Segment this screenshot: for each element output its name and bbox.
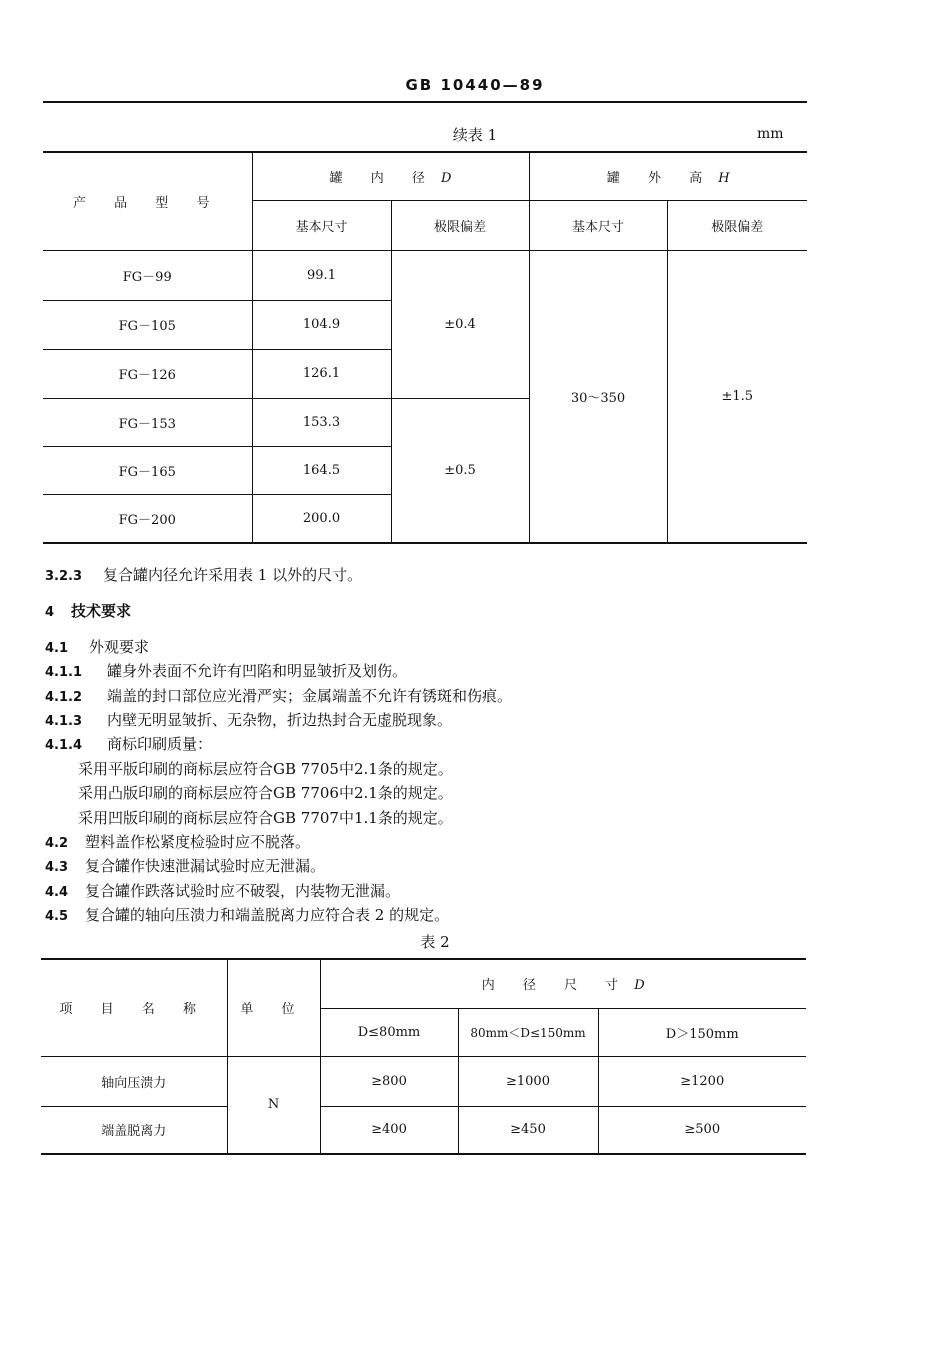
diameter-tolerance-cell: ±0.5 [391,398,529,543]
clause-4-5: 4.5 复合罐的轴向压溃力和端盖脱离力应符合表 2 的规定。 [45,906,450,924]
header-inner-diameter: 罐 内 径 D [252,152,529,200]
header-range-medium: 80mm＜D≤150mm [458,1008,598,1056]
diameter-cell: 104.9 [252,300,391,349]
diameter-cell: 153.3 [252,398,391,446]
model-cell: FG－126 [43,349,252,398]
clause-4-1-3: 4.1.3 内壁无明显皱折、无杂物，折边热封合无虚脱现象。 [45,711,453,729]
unit-cell: N [227,1056,320,1154]
clause-3-2-3: 3.2.3 复合罐内径允许采用表 1 以外的尺寸。 [45,566,363,584]
model-cell: FG－105 [43,300,252,349]
height-tolerance-cell: ±1.5 [667,250,807,543]
clause-4-3: 4.3 复合罐作快速泄漏试验时应无泄漏。 [45,857,326,875]
standard-code-header: GB 10440—89 [405,76,545,94]
model-cell: FG－200 [43,494,252,543]
dimension-table [43,151,807,544]
diameter-cell: 126.1 [252,349,391,398]
header-unit: 单 位 [227,959,320,1056]
force-table [41,958,806,1155]
table-row [41,1106,806,1154]
diameter-cell: 99.1 [252,250,391,300]
table-row [43,250,807,300]
clause-4-1-4: 4.1.4 商标印刷质量： [45,735,213,753]
table-row [41,1056,806,1106]
header-product-model: 产 品 型 号 [43,152,252,250]
clause-4-4: 4.4 复合罐作跌落试验时应不破裂，内装物无泄漏。 [45,882,401,900]
item-name-cell: 端盖脱离力 [41,1106,227,1154]
model-cell: FG－99 [43,250,252,300]
diameter-cell: 164.5 [252,446,391,494]
clause-4-1-4-line-a: 采用平版印刷的商标层应符合GB 7705中2.1条的规定。 [78,760,453,778]
value-cell: ≥800 [320,1056,458,1106]
header-range-large: D＞150mm [598,1008,806,1056]
header-height-basic: 基本尺寸 [529,200,667,250]
header-diameter-tolerance: 极限偏差 [391,200,529,250]
clause-4-1-2: 4.1.2 端盖的封口部位应光滑严实；金属端盖不允许有锈斑和伤痕。 [45,687,513,705]
value-cell: ≥500 [598,1106,806,1154]
diameter-tolerance-cell: ±0.4 [391,250,529,398]
header-item-name: 项 目 名 称 [41,959,227,1056]
table1-caption: 续表 1 [452,126,498,144]
model-cell: FG－153 [43,398,252,446]
height-basic-cell: 30～350 [529,250,667,543]
header-diameter-basic: 基本尺寸 [252,200,391,250]
clause-4-2: 4.2 塑料盖作松紧度检验时应不脱落。 [45,833,311,851]
section-4-heading: 4 技术要求 [45,602,132,620]
model-cell: FG－165 [43,446,252,494]
value-cell: ≥400 [320,1106,458,1154]
clause-4-1-1: 4.1.1 罐身外表面不允许有凹陷和明显皱折及划伤。 [45,662,408,680]
diameter-cell: 200.0 [252,494,391,543]
item-name-cell: 轴向压溃力 [41,1056,227,1106]
clause-4-1-4-line-c: 采用凹版印刷的商标层应符合GB 7707中1.1条的规定。 [78,809,453,827]
header-inner-size: 内 径 尺 寸 D [320,959,806,1008]
clause-4-1-4-line-b: 采用凸版印刷的商标层应符合GB 7706中2.1条的规定。 [78,784,453,802]
value-cell: ≥1200 [598,1056,806,1106]
table2-caption: 表 2 [420,933,450,951]
value-cell: ≥450 [458,1106,598,1154]
value-cell: ≥1000 [458,1056,598,1106]
header-rule [43,101,807,103]
header-range-small: D≤80mm [320,1008,458,1056]
table1-unit: mm [757,126,784,142]
header-height-tolerance: 极限偏差 [667,200,807,250]
clause-4-1: 4.1 外观要求 [45,638,150,656]
header-outer-height: 罐 外 高 H [529,152,807,200]
